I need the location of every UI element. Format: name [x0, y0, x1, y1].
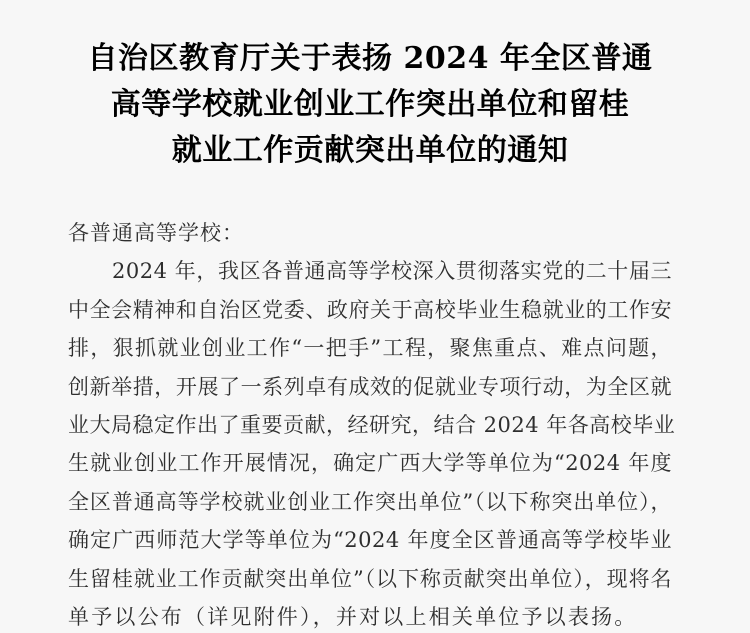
main-paragraph: [68, 252, 676, 633]
title-line-2: 高等学校就业创业工作突出单位和留桂: [110, 87, 630, 122]
paragraph-line: 生留桂就业工作贡献突出单位”（以下称贡献突出单位），现将名: [68, 566, 672, 591]
paragraph-line: 确定广西师范大学等单位为“2024 年度全区普通高等学校毕业: [68, 528, 672, 553]
document-body: [68, 214, 676, 633]
paragraph-line: 排，狠抓就业创业工作“一把手”工程，聚焦重点、难点问题，: [68, 336, 672, 361]
paragraph-line: 全区普通高等学校就业创业工作突出单位”（以下称突出单位），: [68, 489, 672, 514]
title-line-3: 就业工作贡献突出单位的通知: [171, 133, 569, 168]
paragraph-line: 2024 年，我区各普通高等学校深入贯彻落实党的二十届三: [112, 259, 672, 284]
salutation: 各普通高等学校：: [68, 221, 244, 245]
document-title: [68, 36, 672, 174]
paragraph-line: 单予以公布（详见附件），并对以上相关单位予以表扬。: [68, 605, 638, 630]
paragraph-line: 中全会精神和自治区党委、政府关于高校毕业生稳就业的工作安: [68, 297, 672, 322]
paragraph-line: 生就业创业工作开展情况，确定广西大学等单位为“2024 年度: [68, 451, 672, 476]
paragraph-line: 业大局稳定作出了重要贡献，经研究，结合 2024 年各高校毕业: [68, 413, 676, 438]
title-line-1: 自治区教育厅关于表扬 2024 年全区普通: [87, 41, 653, 76]
paragraph-line: 创新举措，开展了一系列卓有成效的促就业专项行动，为全区就: [68, 374, 672, 399]
document-content: [68, 0, 676, 633]
